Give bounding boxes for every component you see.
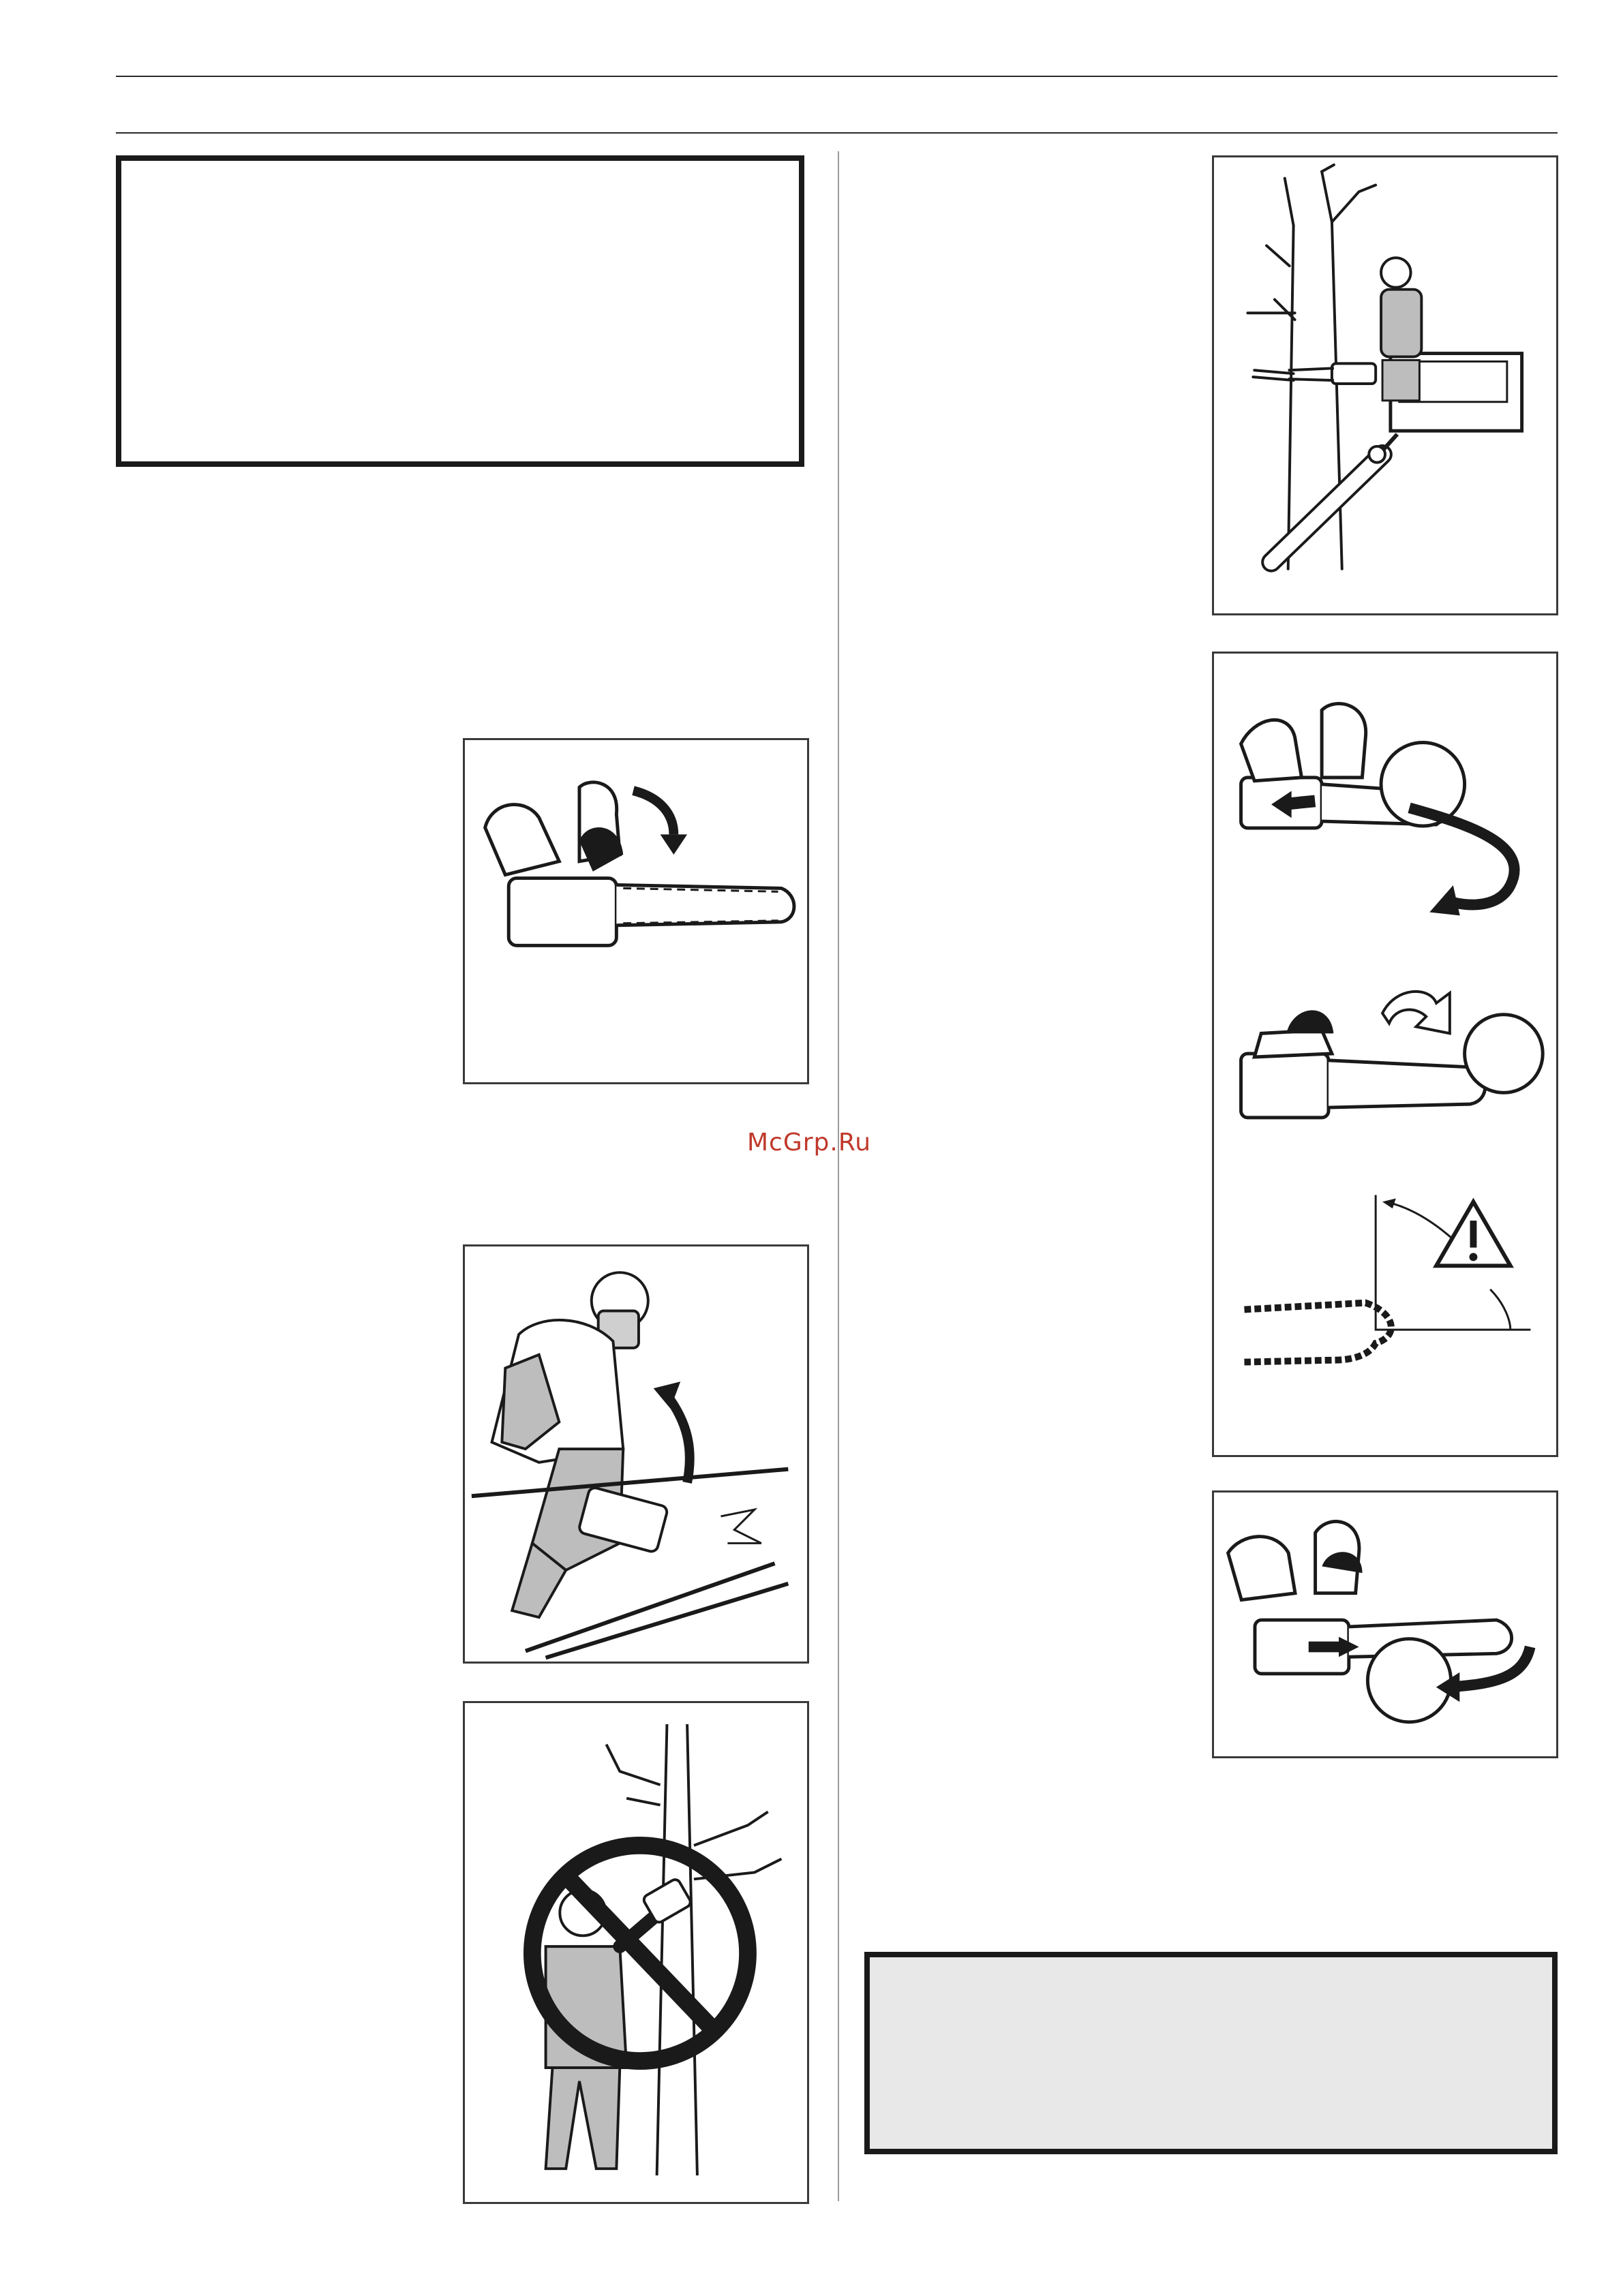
pushback-arrow-icon bbox=[1214, 1493, 1556, 1756]
prohibition-icon bbox=[465, 1703, 807, 2202]
warning-triangle-icon bbox=[1244, 1195, 1530, 1362]
figure-chain-brake-hand bbox=[463, 738, 809, 1084]
chain-brake-icon bbox=[1241, 992, 1543, 1118]
figure-kickback-group bbox=[1212, 652, 1558, 1457]
warning-box bbox=[116, 155, 804, 467]
column-divider bbox=[838, 151, 839, 2201]
chain-brake-icon bbox=[465, 740, 807, 1082]
figure-aerial-lift bbox=[1212, 155, 1558, 615]
kickback-arrow-icon bbox=[1241, 703, 1515, 915]
figure-prohibited-cutting bbox=[463, 1701, 809, 2204]
aerial-lift-cutting-icon bbox=[1214, 157, 1556, 613]
header-rule-top bbox=[116, 76, 1558, 77]
watermark-text: McGrp.Ru bbox=[747, 1129, 872, 1157]
header-rule-bottom bbox=[116, 132, 1558, 134]
kickback-arrow-icon bbox=[465, 1246, 807, 1662]
figure-pushback bbox=[1212, 1490, 1558, 1758]
figure-operator-branches bbox=[463, 1244, 809, 1664]
note-box bbox=[864, 1952, 1558, 2154]
